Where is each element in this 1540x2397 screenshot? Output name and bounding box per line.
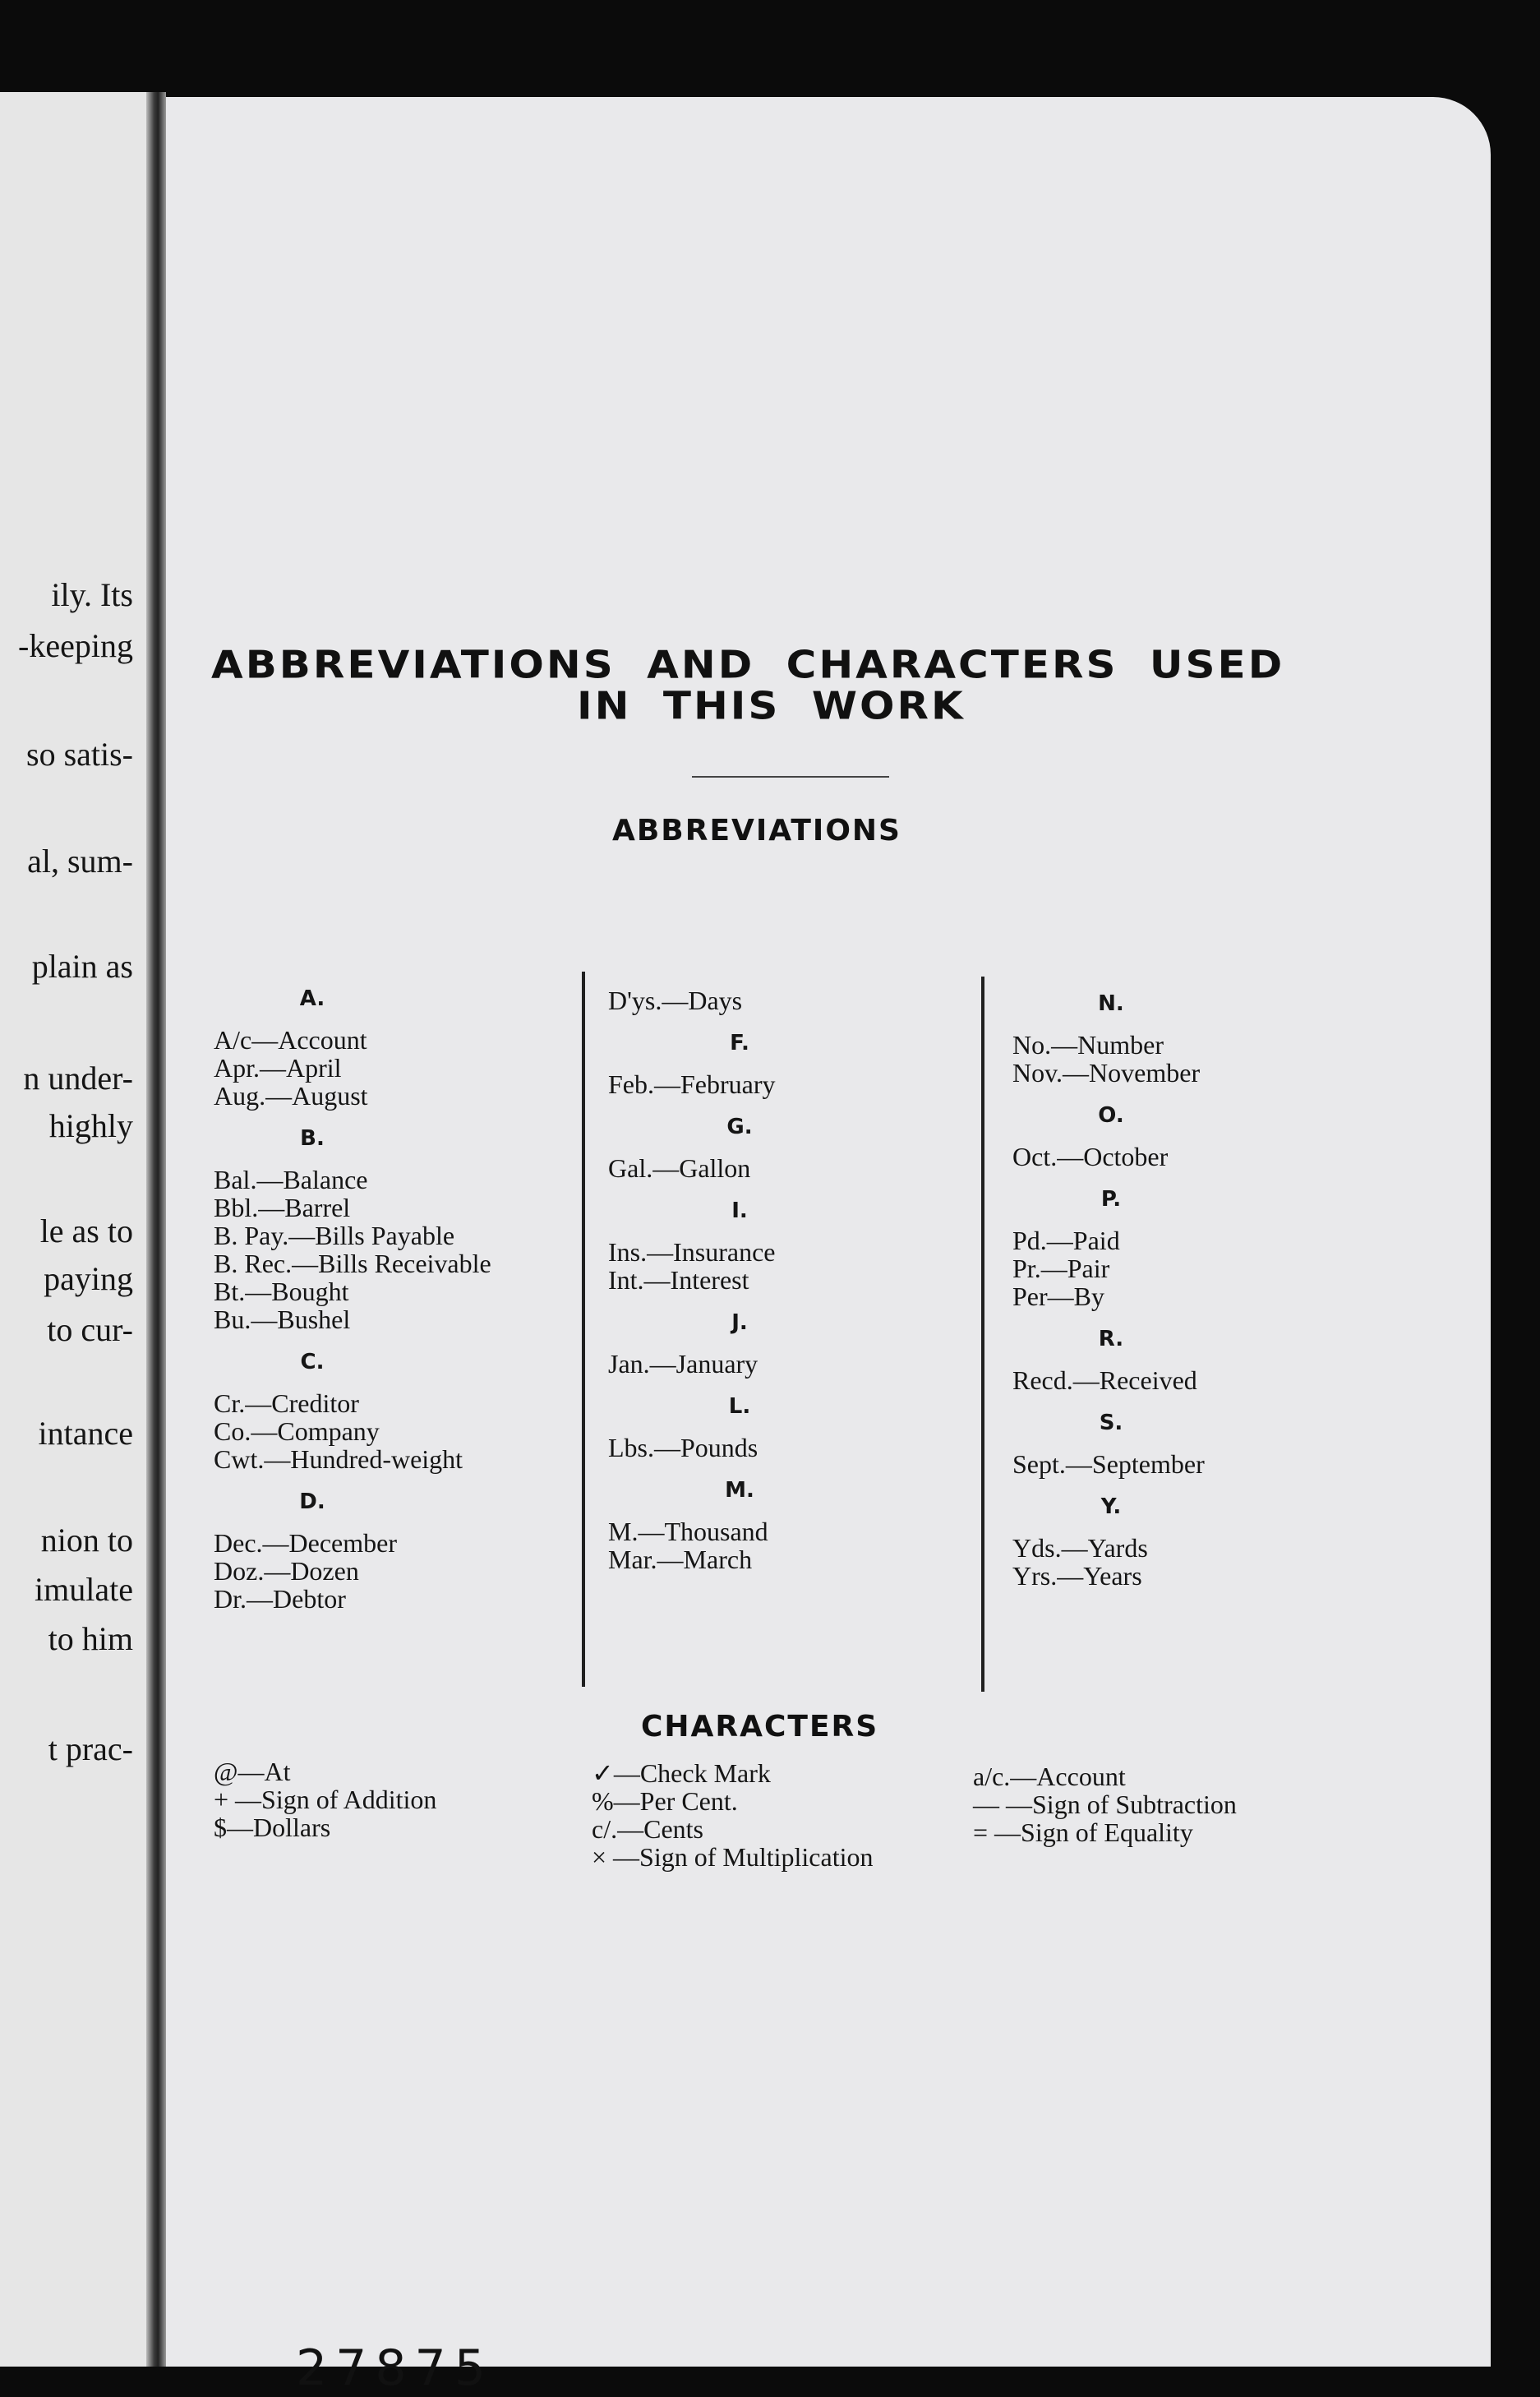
main-page xyxy=(166,97,1491,2397)
abbreviations-column-3 xyxy=(1012,990,1374,1605)
left-page-text-fragment: paying xyxy=(44,1260,133,1297)
abbreviation-entry: Sept.—September xyxy=(1012,1449,1205,1479)
abbreviation-group xyxy=(1012,1409,1374,1478)
abbreviation-entry: Bt.—Bought xyxy=(214,1277,349,1306)
group-letter: S. xyxy=(1099,1411,1123,1435)
abbreviation-entry: Per—By xyxy=(1012,1282,1104,1311)
abbreviation-entry: Co.—Company xyxy=(214,1416,380,1446)
group-letter: O. xyxy=(1098,1103,1124,1128)
abbreviation-entry: Pr.—Pair xyxy=(1012,1254,1110,1283)
group-letter: A. xyxy=(299,986,325,1011)
left-page-text-fragment: nion to xyxy=(40,1522,133,1559)
characters-column-2 xyxy=(592,1759,873,1871)
characters-column-1 xyxy=(214,1757,436,1841)
group-letter: M. xyxy=(725,1478,754,1503)
group-letter: G. xyxy=(726,1115,753,1139)
abbreviation-group xyxy=(608,1029,986,1098)
page-number: 27875 xyxy=(296,2339,494,2397)
abbreviation-group xyxy=(1012,990,1374,1087)
column-divider xyxy=(582,972,585,1687)
group-letter: D. xyxy=(299,1489,325,1514)
abbreviation-group xyxy=(608,1309,986,1378)
abbreviation-entry: D'ys.—Days xyxy=(608,986,743,1015)
book-gutter xyxy=(146,92,166,2367)
character-entry: + —Sign of Addition xyxy=(214,1785,437,1814)
left-page-fragment xyxy=(0,92,158,2367)
abbreviation-entry: Oct.—October xyxy=(1012,1142,1169,1171)
abbreviation-entry: Pd.—Paid xyxy=(1012,1226,1120,1255)
character-entry: %—Per Cent. xyxy=(592,1786,738,1816)
group-letter: L. xyxy=(728,1394,751,1419)
abbreviation-entry: B. Rec.—Bills Receivable xyxy=(214,1249,491,1278)
abbreviation-group xyxy=(214,1488,575,1613)
left-page-text-fragment: plain as xyxy=(31,948,133,985)
group-letter: P. xyxy=(1100,1187,1122,1212)
abbreviation-entry: No.—Number xyxy=(1012,1030,1164,1060)
abbreviation-group xyxy=(1012,1185,1374,1310)
left-page-text-fragment: to cur- xyxy=(47,1311,133,1348)
group-letter: F. xyxy=(730,1031,749,1055)
abbreviation-group xyxy=(1012,1493,1374,1590)
group-letter: J. xyxy=(731,1310,748,1335)
group-letter: B. xyxy=(300,1126,325,1151)
left-page-text-fragment: n under- xyxy=(23,1060,133,1097)
abbreviation-entry: Recd.—Received xyxy=(1012,1365,1197,1395)
abbreviation-entry: Mar.—March xyxy=(608,1545,753,1574)
abbreviation-entry: Dec.—December xyxy=(214,1528,397,1558)
abbreviations-column-2 xyxy=(608,986,986,1588)
abbreviations-heading: ABBREVIATIONS xyxy=(612,814,901,847)
column-divider xyxy=(981,977,984,1692)
characters-heading: CHARACTERS xyxy=(641,1710,879,1743)
left-page-text-fragment: le as to xyxy=(39,1212,133,1249)
left-page-text-fragment: t prac- xyxy=(48,1730,133,1767)
abbreviation-group xyxy=(214,1348,575,1473)
group-letter: C. xyxy=(300,1350,325,1374)
left-page-text-fragment: to him xyxy=(48,1620,133,1657)
abbreviation-entry: Yrs.—Years xyxy=(1012,1561,1142,1591)
character-entry: @—At xyxy=(214,1757,291,1786)
group-letter: N. xyxy=(1098,991,1124,1016)
abbreviation-group xyxy=(608,986,986,1014)
group-letter: I. xyxy=(731,1198,748,1223)
abbreviation-entry: Apr.—April xyxy=(214,1053,342,1083)
character-entry: — —Sign of Subtraction xyxy=(973,1790,1237,1819)
abbreviation-group xyxy=(214,1125,575,1333)
character-entry: c/.—Cents xyxy=(592,1814,703,1844)
left-page-text-fragment: intance xyxy=(38,1415,133,1452)
character-entry: a/c.—Account xyxy=(973,1762,1126,1791)
abbreviation-entry: Feb.—February xyxy=(608,1069,776,1099)
character-entry: ✓—Check Mark xyxy=(592,1758,771,1788)
abbreviation-entry: Dr.—Debtor xyxy=(214,1584,346,1614)
title-rule xyxy=(692,776,889,778)
left-page-text-fragment: imulate xyxy=(35,1571,133,1608)
abbreviation-group xyxy=(214,985,575,1110)
abbreviation-entry: Nov.—November xyxy=(1012,1058,1201,1088)
abbreviation-entry: Aug.—August xyxy=(214,1081,368,1111)
page-title-line-1: ABBREVIATIONS AND CHARACTERS USED xyxy=(211,643,1285,687)
abbreviations-column-1 xyxy=(214,985,575,1628)
abbreviation-entry: Bbl.—Barrel xyxy=(214,1193,351,1222)
left-page-text-fragment: al, sum- xyxy=(27,843,133,880)
group-letter: R. xyxy=(1098,1327,1124,1351)
abbreviation-entry: Cr.—Creditor xyxy=(214,1388,359,1418)
left-page-text-fragment: -keeping xyxy=(18,627,133,664)
abbreviation-group xyxy=(1012,1325,1374,1394)
abbreviation-entry: Yds.—Yards xyxy=(1012,1533,1148,1563)
character-entry: $—Dollars xyxy=(214,1813,331,1842)
left-page-text-fragment: highly xyxy=(48,1107,133,1144)
abbreviation-entry: Gal.—Gallon xyxy=(608,1153,751,1183)
group-letter: Y. xyxy=(1100,1494,1122,1519)
character-entry: = —Sign of Equality xyxy=(973,1817,1193,1847)
abbreviation-group xyxy=(608,1476,986,1573)
abbreviation-entry: Jan.—January xyxy=(608,1349,758,1379)
abbreviation-entry: Doz.—Dozen xyxy=(214,1556,359,1586)
left-page-text-fragment: ily. Its xyxy=(51,576,133,613)
abbreviation-entry: Bu.—Bushel xyxy=(214,1305,351,1334)
abbreviation-entry: Lbs.—Pounds xyxy=(608,1433,758,1462)
characters-column-3 xyxy=(973,1762,1237,1846)
abbreviation-entry: B. Pay.—Bills Payable xyxy=(214,1221,455,1250)
left-page-text-fragment: so satis- xyxy=(26,736,133,773)
abbreviation-entry: Cwt.—Hundred-weight xyxy=(214,1444,463,1474)
abbreviation-entry: Bal.—Balance xyxy=(214,1165,368,1194)
abbreviation-entry: Int.—Interest xyxy=(608,1265,749,1295)
abbreviation-group xyxy=(608,1197,986,1294)
abbreviation-entry: Ins.—Insurance xyxy=(608,1237,776,1267)
abbreviation-entry: A/c—Account xyxy=(214,1025,367,1055)
abbreviation-group xyxy=(608,1392,986,1462)
character-entry: × —Sign of Multiplication xyxy=(592,1842,874,1872)
abbreviation-entry: M.—Thousand xyxy=(608,1517,768,1546)
abbreviation-group xyxy=(1012,1102,1374,1171)
page-title-line-2: IN THIS WORK xyxy=(577,684,966,728)
abbreviation-group xyxy=(608,1113,986,1182)
